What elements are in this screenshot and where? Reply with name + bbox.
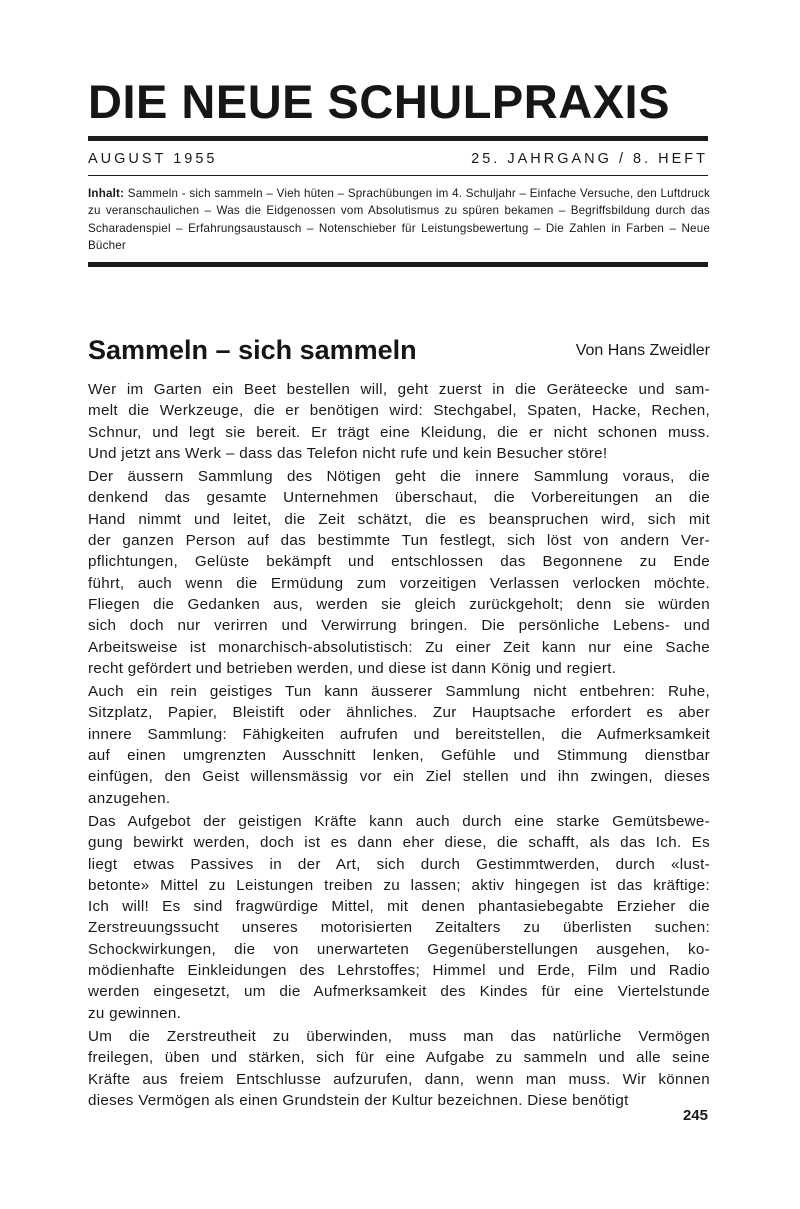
- text-line: gung bewirkt werden, doch ist es dann eher diese, die schafft, als das Ich. Es: [88, 834, 710, 852]
- text-line: auf einen umgrenzten Ausschnitt lenken, Gefühle und Stimmung dienstbar: [88, 747, 710, 765]
- text-line: pflichtungen, Gelüste bekämpft und entschlossen das Begonnene zu Ende: [88, 553, 710, 571]
- toc-label: Inhalt:: [88, 187, 125, 200]
- issue-rule: [88, 175, 708, 176]
- text-line: sich doch nur verirren und Verwirrung bringen. Die persönliche Lebens- und: [88, 617, 710, 635]
- text-line: der ganzen Person auf das bestimmte Tun festlegt, sich löst von andern Ver-: [88, 532, 710, 550]
- text-line: betonte» Mittel zu Leistungen treiben zu lassen; aktiv hingegen ist das kräftige:: [88, 876, 710, 894]
- text-line: denkend das gesamte Unternehmen überschaut, die Vorbereitungen an die: [88, 489, 710, 507]
- text-line: Und jetzt ans Werk – dass das Telefon nicht rufe und kein Besucher störe!: [88, 444, 608, 462]
- text-line: Kräfte aus freiem Entschlusse aufzurufen, dann, wenn man muss. Wir können: [88, 1070, 710, 1088]
- article-paragraph: [88, 811, 710, 1024]
- text-line: melt die Werkzeuge, die er benötigen wird: Stechgabel, Spaten, Hacke, Rechen,: [88, 402, 710, 420]
- article-author: Von Hans Zweidler: [575, 342, 710, 359]
- text-line: recht gefördert und betrieben werden, und diese ist dann König und regiert.: [88, 659, 617, 677]
- text-line: Um die Zerstreutheit zu überwinden, muss man das natürliche Vermögen: [88, 1027, 710, 1045]
- text-line: Wer im Garten ein Beet bestellen will, geht zuerst in die Geräteecke und sam-: [88, 381, 710, 398]
- text-line: Ich will! Es sind fragwürdige Mittel, mit denen phantasiebegabte Erzieher die: [88, 898, 710, 916]
- text-line: zu gewinnen.: [88, 1004, 182, 1022]
- text-line: anzugehen.: [88, 789, 171, 807]
- article-paragraph: [88, 681, 710, 809]
- text-line: führt, auch wenn die Ermüdung zum vorzeitigen Verlassen verlocken möchte.: [88, 574, 710, 592]
- issue-volume: 25. JAHRGANG / 8. HEFT: [471, 151, 708, 167]
- journal-title: DIE NEUE SCHULPRAXIS: [88, 75, 670, 128]
- article-paragraph: [88, 1026, 710, 1111]
- text-line: liegt etwas Passives in der Art, sich durch Gestimmtwerden, durch «lust-: [88, 855, 710, 873]
- text-line: Arbeitsweise ist monarchisch-absolutistisch: Zu einer Zeit kann nur eine Sache: [88, 638, 710, 656]
- text-line: dieses Vermögen als einen Grundstein der Kultur bezeichnen. Diese benötigt: [88, 1091, 629, 1109]
- text-line: werden eingesetzt, um die Aufmerksamkeit des Kindes für eine Viertelstunde: [88, 983, 710, 1001]
- article-title: Sammeln – sich sammeln: [88, 335, 417, 365]
- toc-rule: [88, 262, 708, 267]
- page-number: 245: [682, 1107, 708, 1124]
- masthead-rule: [88, 136, 708, 141]
- issue-date: AUGUST 1955: [88, 151, 218, 167]
- text-line: Der äussern Sammlung des Nötigen geht die innere Sammlung voraus, die: [88, 468, 710, 486]
- text-line: einfügen, den Geist willensmässig vor ein Ziel stellen und ihn zwingen, dieses: [88, 768, 710, 786]
- article-paragraph: [88, 466, 710, 679]
- text-line: mödienhafte Einkleidungen des Lehrstoffes; Himmel und Erde, Film und Radio: [88, 962, 710, 980]
- table-of-contents: [88, 185, 710, 255]
- article-body: [88, 379, 710, 1111]
- text-line: Auch ein rein geistiges Tun kann äusserer Sammlung nicht entbehren: Ruhe,: [88, 683, 710, 701]
- text-line: Zerstreuungssucht unseres motorisierten Zeitalters zu überlisten suchen:: [88, 919, 710, 937]
- toc-text: Sammeln - sich sammeln – Vieh hüten – Sprachübungen im 4. Schuljahr – Einfache Versuche, den Luftdruck zu veranschaulichen – Was die Eidgenossen vom Absolutismus zu spüren bekamen – Begriffsbildung durch das Scharadenspiel – Erfahrungsaustausch – Notenschieber für Leistungsbewertung – Die Zahlen in Farben – Neue Bücher: [88, 187, 710, 253]
- text-line: Fliegen die Gedanken aus, werden sie gleich zurückgeholt; denn sie würden: [88, 595, 710, 613]
- text-line: Sitzplatz, Papier, Bleistift oder ähnliches. Zur Hauptsache erfordert es aber: [88, 704, 710, 722]
- article-paragraph: [88, 379, 710, 464]
- text-line: Hand nimmt und leitet, die Zeit schätzt, die es beanspruchen wird, sich mit: [88, 510, 710, 528]
- text-line: Schnur, und legt sie bereit. Er trägt eine Kleidung, die er nicht schonen muss.: [88, 423, 710, 441]
- text-line: Das Aufgebot der geistigen Kräfte kann auch durch eine starke Gemütsbewe-: [88, 812, 710, 830]
- text-line: innere Sammlung: Fähigkeiten aufrufen und bereitstellen, die Aufmerksamkeit: [88, 725, 710, 743]
- text-line: Schockwirkungen, die von unerwarteten Gegenüberstellungen ausgehen, ko-: [88, 940, 710, 958]
- text-line: freilegen, üben und stärken, sich für eine Aufgabe zu sammeln und alle seine: [88, 1049, 710, 1067]
